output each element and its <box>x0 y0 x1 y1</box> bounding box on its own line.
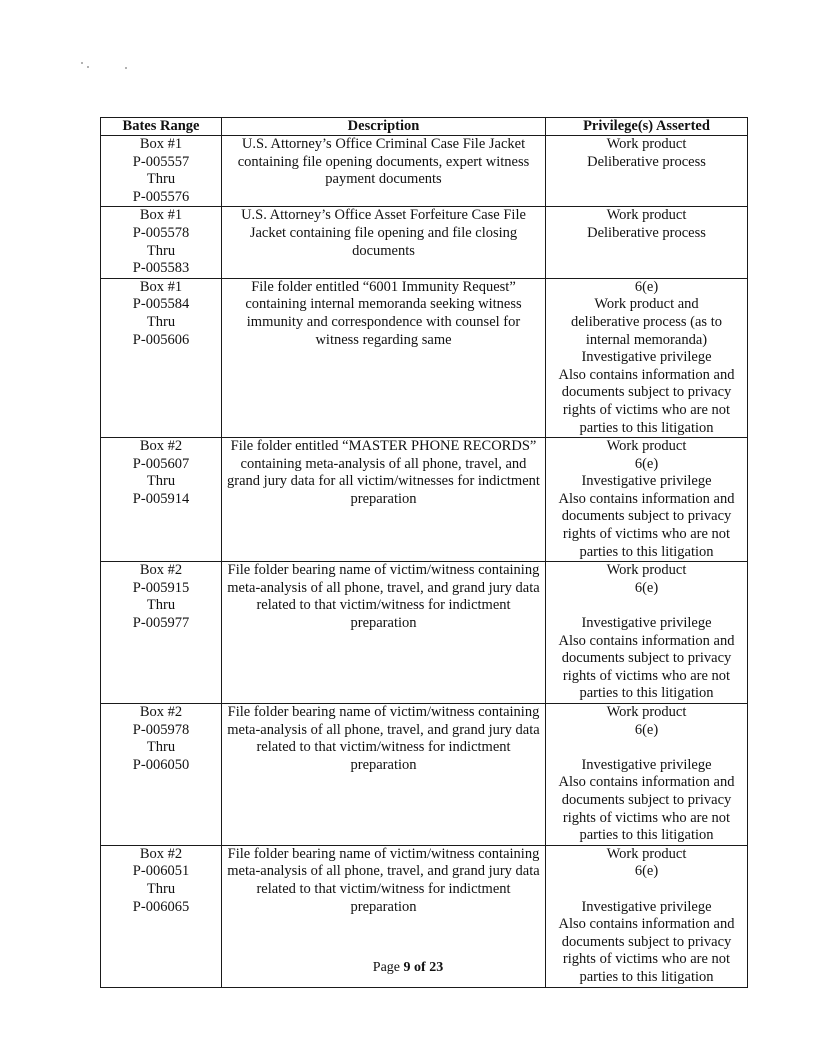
privilege-line: internal memoranda) <box>585 331 708 348</box>
description-text: U.S. Attorney’s Office Criminal Case File Jacket containing file opening documents, expert witness payment documents <box>237 136 530 188</box>
bates-line: Thru <box>146 739 176 756</box>
privileges-cell <box>546 438 748 562</box>
description-cell <box>222 562 546 704</box>
privilege-line: rights of victims who are not <box>562 401 731 418</box>
bates-line: P-006065 <box>132 898 190 915</box>
privilege-line: deliberative process (as to <box>571 313 722 330</box>
description-cell <box>222 207 546 278</box>
privilege-line: rights of victims who are not <box>562 526 731 543</box>
privilege-log-table <box>100 117 748 988</box>
bates-line: P-005977 <box>132 615 190 632</box>
table-row <box>101 438 748 562</box>
privileges-cell <box>546 207 748 278</box>
bates-cell <box>101 562 222 704</box>
scan-speck <box>81 62 83 64</box>
bates-line: P-006051 <box>132 863 190 880</box>
table-row <box>101 704 748 846</box>
description-text: File folder bearing name of victim/witness containing meta-analysis of all phone, travel, and grand jury data related to that victim/witness for indictment preparation <box>227 845 540 915</box>
privilege-line: Investigative privilege <box>581 349 712 366</box>
description-cell <box>222 704 546 846</box>
privilege-line: 6(e) <box>634 455 659 472</box>
privilege-line: Work product <box>606 845 687 862</box>
privilege-line: documents subject to privacy <box>561 791 732 808</box>
privilege-line: 6(e) <box>634 278 659 295</box>
bates-line: P-005583 <box>132 260 190 277</box>
bates-line: Box #1 <box>139 278 183 295</box>
bates-line: Box #2 <box>139 704 183 720</box>
privilege-line: Deliberative process <box>587 153 706 170</box>
bates-cell <box>101 438 222 562</box>
privilege-line: Work product <box>606 207 687 224</box>
privilege-line: parties to this litigation <box>579 968 714 985</box>
description-text: File folder bearing name of victim/witness containing meta-analysis of all phone, travel, and grand jury data related to that victim/witness for indictment preparation <box>227 562 540 632</box>
privilege-line: documents subject to privacy <box>561 933 732 950</box>
privilege-line: Investigative privilege <box>581 473 712 490</box>
privilege-line: documents subject to privacy <box>561 384 732 401</box>
privilege-line: documents subject to privacy <box>561 508 732 525</box>
bates-cell <box>101 278 222 437</box>
privilege-line: Work product <box>606 562 687 579</box>
scan-speck <box>125 67 127 69</box>
privilege-line: parties to this litigation <box>579 543 714 560</box>
header-description: Description <box>222 118 546 136</box>
description-text: U.S. Attorney’s Office Asset Forfeiture Case File Jacket containing file opening and file closing documents <box>241 207 526 259</box>
bates-line: Thru <box>146 880 176 897</box>
privilege-line: rights of victims who are not <box>562 667 731 684</box>
privilege-line: rights of victims who are not <box>562 809 731 826</box>
page-footer <box>0 960 816 976</box>
description-text: File folder entitled “MASTER PHONE RECORDS” containing meta-analysis of all phone, travel, and grand jury data for all victim/witnesses for indictment preparation <box>227 438 540 507</box>
privileges-cell <box>546 278 748 437</box>
bates-line: P-005576 <box>132 188 190 205</box>
privilege-line: Investigative privilege <box>581 898 712 915</box>
bates-line: P-005578 <box>132 224 190 241</box>
bates-line: P-005584 <box>132 296 190 313</box>
bates-line: P-005557 <box>132 153 190 170</box>
bates-line: P-005607 <box>132 455 190 472</box>
description-cell <box>222 438 546 562</box>
bates-cell <box>101 136 222 207</box>
privileges-cell <box>546 562 748 704</box>
privilege-line: Work product <box>606 136 687 152</box>
privilege-line: parties to this litigation <box>579 827 714 844</box>
bates-line: P-005978 <box>132 721 190 738</box>
table-row <box>101 207 748 278</box>
bates-cell <box>101 207 222 278</box>
privilege-line: 6(e) <box>634 721 659 738</box>
privilege-line: parties to this litigation <box>579 419 714 436</box>
privileges-cell <box>546 704 748 846</box>
privilege-line: Investigative privilege <box>581 615 712 632</box>
table-row <box>101 562 748 704</box>
privilege-line: documents subject to privacy <box>561 650 732 667</box>
bates-cell <box>101 704 222 846</box>
header-privileges-asserted: Privilege(s) Asserted <box>546 118 748 136</box>
table-row <box>101 136 748 207</box>
bates-line: Box #2 <box>139 845 183 862</box>
privilege-line: Also contains information and <box>558 632 735 649</box>
page-of-label: of <box>414 960 426 975</box>
bates-line: Thru <box>146 242 176 259</box>
scan-speck <box>87 66 89 68</box>
description-cell <box>222 278 546 437</box>
privilege-line <box>548 881 745 899</box>
description-text: File folder entitled “6001 Immunity Request” containing internal memoranda seeking witness immunity and correspondence with counsel for witness regarding same <box>245 278 522 348</box>
bates-line: Box #2 <box>139 438 183 455</box>
page-label: Page <box>372 960 401 975</box>
bates-line: Box #1 <box>139 136 183 152</box>
privilege-line: Also contains information and <box>558 366 735 383</box>
bates-line: P-005915 <box>132 579 190 596</box>
page-number: 9 <box>403 960 411 975</box>
privilege-line: 6(e) <box>634 863 659 880</box>
table-header-row <box>101 118 748 136</box>
privilege-line: parties to this litigation <box>579 685 714 702</box>
privilege-line: 6(e) <box>634 579 659 596</box>
bates-line: P-005606 <box>132 331 190 348</box>
page-total: 23 <box>429 960 444 975</box>
table-row <box>101 278 748 437</box>
privilege-line: Also contains information and <box>558 916 735 933</box>
privilege-line: Work product and <box>594 296 699 313</box>
privilege-line <box>548 739 745 757</box>
description-cell <box>222 136 546 207</box>
privilege-line: Work product <box>606 704 687 720</box>
bates-line: Thru <box>146 313 176 330</box>
privilege-line: rights of victims who are not <box>562 951 731 968</box>
privilege-line: Work product <box>606 438 687 455</box>
bates-line: Thru <box>146 171 176 188</box>
privilege-line: Deliberative process <box>587 224 706 241</box>
bates-line: P-006050 <box>132 756 190 773</box>
privileges-cell <box>546 136 748 207</box>
bates-line: Box #1 <box>139 207 183 224</box>
privilege-line: Also contains information and <box>558 774 735 791</box>
privilege-line <box>548 597 745 615</box>
bates-line: Thru <box>146 597 176 614</box>
privilege-line: Also contains information and <box>558 490 735 507</box>
bates-line: Thru <box>146 473 176 490</box>
privilege-line: Investigative privilege <box>581 756 712 773</box>
header-bates-range: Bates Range <box>101 118 222 136</box>
description-text: File folder bearing name of victim/witness containing meta-analysis of all phone, travel, and grand jury data related to that victim/witness for indictment preparation <box>227 704 540 773</box>
bates-line: Box #2 <box>139 562 183 579</box>
bates-line: P-005914 <box>132 490 190 507</box>
